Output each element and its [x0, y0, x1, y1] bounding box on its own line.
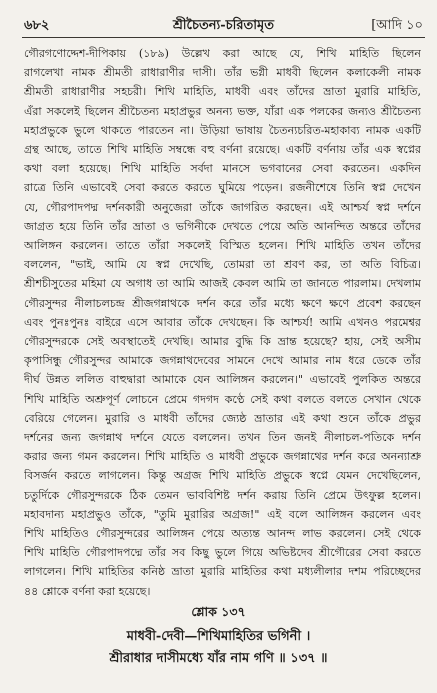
text-line: বিসর্জন করতে লাগলেন। কিন্তু অগ্রজ শিখি মাহিতি প্রভুকে স্বপ্নে যেমন দেখেছিলেন,: [24, 469, 421, 483]
text-line: শিখি মাহিতি গৌরপাদপদ্মে তাঁর সব কিছু ভুলে গিয়ে অভিষ্টদেব শ্রীগৌরের সেবা করতে: [24, 546, 421, 560]
text-line: দর্শনের জন্য জগন্নাথ দর্শনে যেতে বললেন। তখন তিন জনই নীলাচল-পতিকে দর্শন: [24, 431, 421, 445]
text-line: বেরিয়ে গেলেন। মুরারি ও মাধবী তাঁদের জ্যেষ্ঠ ভ্রাতার এই কথা শুনে তাঁকে প্রভুর: [24, 411, 421, 425]
text-line: শ্রীশচীসুতের মহিমা যে অগাধ তা আমি আজই কেবল আমি তা জানতে পারলাম। দেখলাম: [24, 277, 421, 291]
page-header: [20, 14, 427, 38]
text-line: গৌরসুন্দর নীলাচলচন্দ্র শ্রীজগন্নাথকে দর্শন করে তাঁর মধ্যে ক্ষণে ক্ষণে প্রবেশ করছেন: [24, 296, 421, 310]
text-line: মহাবদান্য মহাপ্রভুও তাঁকে, "তুমি মুরারির অগ্রজ!" এই বলে আলিঙ্গন করলেন এবং: [24, 507, 421, 521]
page-number: ৬৮২: [24, 18, 50, 33]
text-line: চতুর্দিকে গৌরসুন্দরকে ঠিক তেমন ভাববিশিষ্ট দর্শন করায় তিনি প্রেমে উৎফুল্ল হলেন।: [24, 488, 421, 502]
text-line: গৌরগণোদ্দেশ-দীপিকায় (১৮৯) উল্লেখ করা আছে যে, শিখি মাহিতি ছিলেন: [24, 47, 421, 60]
text-line: করার জন্য গমন করলেন। শিখি মাহিতি ও মাধবী প্রভুকে জগন্নাথের দর্শন করে অনন্যাশ্রু: [24, 450, 421, 464]
text-line: রাত্রে তিনি এভাবেই সেবা করতে করতে ঘুমিয়ে পড়েন। রজনীশেষে তিনি স্বপ্ন দেখেন: [24, 181, 421, 195]
text-line: শিখি মাহিতি অশ্রুপূর্ণ লোচনে প্রেমে গদগদ কণ্ঠে সেই কথা বলতে বলতে সেখান থেকে: [24, 392, 421, 406]
verse-line: মাধবী-দেবী—শিখিমাহিতির ভগিনী ।: [126, 629, 311, 644]
text-line: এঁরা সকলেই ছিলেন শ্রীচৈতন্য মহাপ্রভুর অনন্য ভক্ত, যাঁরা এক পলকের জন্যও শ্রীচৈতন্য: [24, 104, 421, 118]
text-line: কৃপাসিন্ধু গৌরসুন্দর আমাকে জগন্নাথদেবের সামনে দেখে আমার নাম ধরে ডেকে তাঁর: [24, 354, 421, 368]
text-line: শিখি মাহিতিও গৌরসুন্দরের আলিঙ্গন পেয়ে অত্যন্ত আনন্দ লাভ করলেন। সেই থেকে: [24, 527, 421, 541]
header-rule: [22, 37, 425, 38]
text-line: রাগলেখা নামক শ্রীমতী রাধারাণীর দাসী। তাঁর ভগ্নী মাধবী ছিলেন কলাকেলী নামক: [24, 66, 421, 80]
purport-text: [24, 44, 421, 601]
text-line: এবং পুনঃপুনঃ বাইরে এসে আবার তাঁকে দেখছেন। কি আশ্চর্য! আমি এখনও পরমেশ্বর: [24, 315, 421, 329]
text-line: গ্রন্থ আছে, তাতে শিখি মাহিতি সম্বন্ধে বহু বর্ণনা রয়েছে। একটি বর্ণনায় তাঁর এক স্বপ্নের: [24, 143, 421, 157]
text-line: যে, গৌরপাদপদ্ম দর্শনকারী অনুজেরা তাঁকে জাগরিত করছেন। এই আশ্চর্য স্বপ্ন দর্শনে: [24, 200, 421, 214]
text-line: লাগলেন। শিখি মাহিতির কনিষ্ঠ ভ্রাতা মুরারি মাহিতির কথা মধ্যলীলার দশম পরিচ্ছেদের: [24, 565, 421, 579]
verse-line: শ্রীরাধার দাসীমধ্যে যাঁর নাম গণি ॥ ১৩৭ ॥: [109, 651, 328, 666]
book-title: শ্রীচৈতন্য-চরিতামৃত: [172, 18, 275, 33]
text-line: মহাপ্রভুকে ভুলে থাকতে পারতেন না। উড়িয়া ভাষায় চৈতন্যচরিত-মহাকাব্য নামক একটি: [24, 123, 421, 137]
text-line: কথা বলা হয়েছে। শিখি মাহিতি সর্বদা মানসে ভগবানের সেবা করতেন। একদিন: [24, 162, 421, 176]
chapter-reference: [আদি ১০: [371, 18, 423, 33]
text-line: শ্রীমতী রাধারাণীর সহচরী। শিখি মাহিতি, মাধবী এবং তাঁদের ভ্রাতা মুরারি মাহিতি,: [24, 85, 421, 99]
verse-block: [0, 626, 437, 670]
text-line: জাগ্রত হয়ে তিনি তাঁর ভ্রাতা ও ভগিনীকে দেখতে পেয়ে অতি আনন্দিত অন্তরে তাঁদের: [24, 219, 421, 233]
text-line: দীর্ঘ উন্নত ললিত বাহুদ্বারা আমাকে যেন আলিঙ্গন করলেন।" এভাবেই পুলকিত অন্তরে: [24, 373, 421, 387]
text-line: আলিঙ্গন করলেন। তাতে তাঁরা সকলেই বিস্মিত হলেন। শিখি মাহিতি তখন তাঁদের: [24, 239, 421, 253]
text-line: গৌরসুন্দরকে সেই অবস্থাতেই দেখছি। আমার বুদ্ধি কি ভ্রান্ত হয়েছে? হায়, সেই অসীম: [24, 335, 421, 349]
verse-heading: শ্লোক ১৩৭: [191, 604, 246, 619]
text-line: বললেন, "ভাই, আমি যে স্বপ্ন দেখেছি, তোমরা তা শ্রবণ কর, তা অতি বিচিত্র।: [24, 258, 421, 272]
text-line: ৪৪ শ্লোকে বর্ণনা করা হয়েছে।: [24, 584, 151, 598]
